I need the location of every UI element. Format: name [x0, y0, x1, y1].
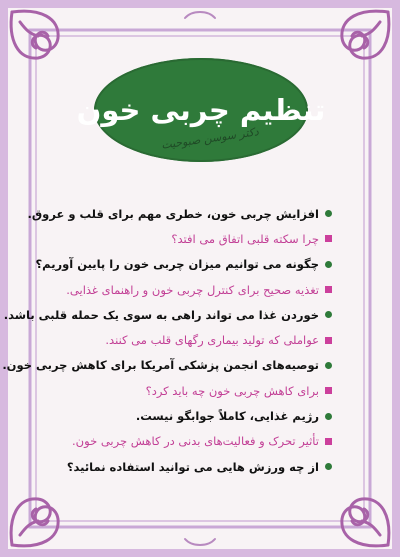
topic-text: افزایش چربی خون، خطری مهم برای قلب و عروق. [27, 206, 319, 221]
topic-item [2, 353, 332, 378]
magenta-square-bullet-icon [325, 337, 332, 344]
topic-item [27, 201, 332, 226]
magenta-square-bullet-icon [325, 286, 332, 293]
topic-item [62, 327, 332, 352]
topic-item [62, 226, 332, 251]
green-dot-bullet-icon [325, 413, 332, 420]
green-dot-bullet-icon [325, 311, 332, 318]
topic-text: تأثیر تحرک و فعالیت‌های بدنی در کاهش چربی خون. [72, 434, 319, 449]
topic-text: خوردن غذا می تواند راهی به سوی یک حمله قلبی باشد. [3, 307, 319, 322]
magenta-square-bullet-icon [325, 235, 332, 242]
topic-text: رژیم غذایی، کاملاً جوابگو نیست. [135, 409, 319, 424]
topic-item [62, 277, 332, 302]
topic-item [62, 454, 332, 479]
topic-text: چگونه می توانیم میزان چربی خون را پایین آوریم؟ [35, 257, 319, 272]
green-dot-bullet-icon [325, 261, 332, 268]
topic-list [2, 201, 332, 479]
topic-item [3, 302, 332, 327]
green-dot-bullet-icon [325, 463, 332, 470]
topic-text: برای کاهش چربی خون چه باید کرد؟ [145, 383, 319, 398]
green-dot-bullet-icon [325, 210, 332, 217]
book-title: تنظیم چربی خون [76, 93, 326, 127]
magenta-square-bullet-icon [325, 387, 332, 394]
topic-text: تغذیه صحیح برای کنترل چربی خون و راهنمای غذایی. [66, 282, 319, 297]
topic-text: چرا سکته قلبی اتفاق می افتد؟ [171, 231, 319, 246]
green-dot-bullet-icon [325, 362, 332, 369]
author-name: دکتر سوسن صبوحیت [160, 125, 260, 152]
topic-text: عواملی که تولید بیماری رگهای قلب می کنند. [105, 333, 319, 348]
topic-text: از چه ورزش هایی می توانید استفاده نمائید؟ [66, 459, 319, 474]
author-signature [150, 125, 270, 154]
topic-text: توصیه‌های انجمن پزشکی آمریکا برای کاهش چربی خون. [2, 358, 319, 373]
magenta-square-bullet-icon [325, 438, 332, 445]
topic-item [35, 252, 332, 277]
topic-item [62, 403, 332, 428]
topic-item [62, 378, 332, 403]
topic-item [62, 429, 332, 454]
